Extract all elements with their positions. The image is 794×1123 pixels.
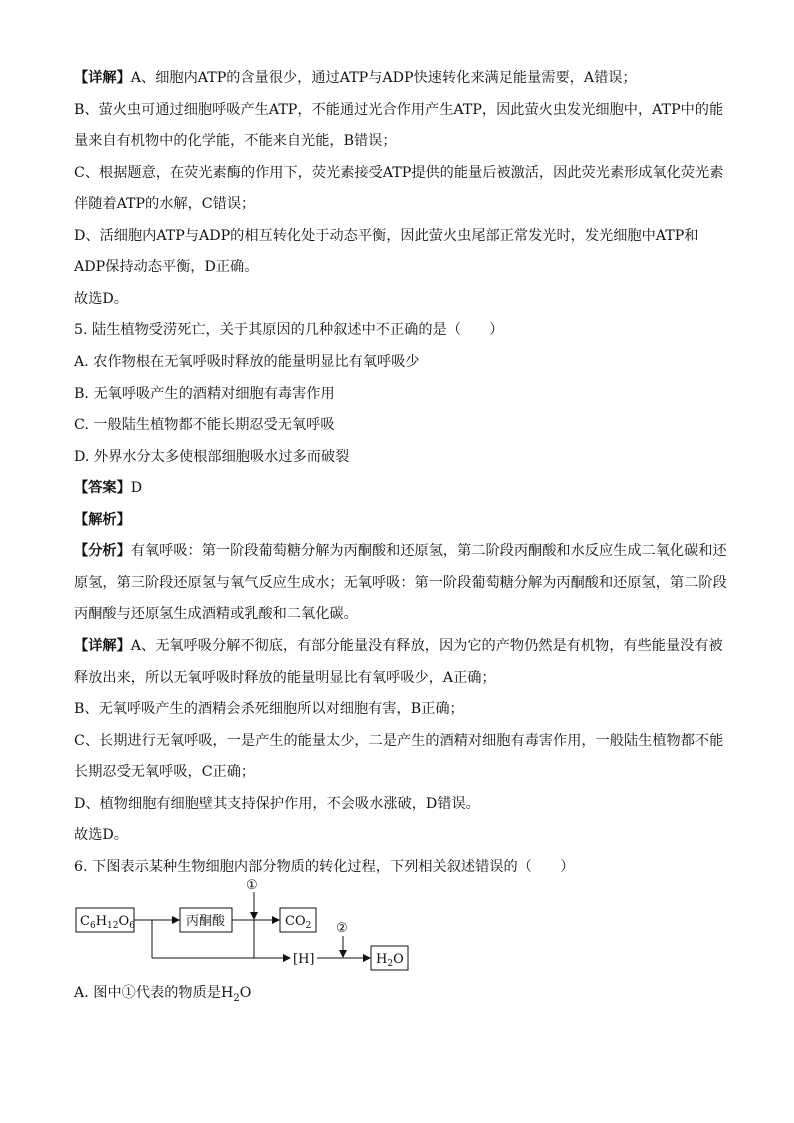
text-line bbox=[74, 668, 734, 688]
text-line bbox=[74, 415, 734, 435]
text-line bbox=[74, 68, 734, 88]
h-label: [H] bbox=[293, 952, 315, 967]
line-text: 原氢，第三阶段还原氢与氧气反应生成水；无氧呼吸：第一阶段葡萄糖分解为丙酮酸和还原氢，第二阶段 bbox=[74, 574, 727, 591]
text-line bbox=[74, 163, 734, 183]
line-text: 6. 下图表示某种生物细胞内部分物质的转化过程，下列相关叙述错误的（ ） bbox=[74, 858, 575, 875]
line-text: A. 农作物根在无氧呼吸时释放的能量明显比有氧呼吸少 bbox=[74, 353, 420, 370]
text-line bbox=[74, 131, 734, 151]
line-text: B、萤火虫可通过细胞呼吸产生ATP，不能通过光合作用产生ATP，因此萤火虫发光细胞中，ATP中的能 bbox=[74, 101, 724, 118]
line-text: D、活细胞内ATP与ADP的相互转化处于动态平衡，因此萤火虫尾部正常发光时，发光细胞中ATP和 bbox=[74, 227, 699, 244]
text-line bbox=[74, 320, 734, 340]
line-text: D、植物细胞有细胞壁其支持保护作用，不会吸水涨破，D错误。 bbox=[74, 795, 480, 812]
line-text: 量来自有机物中的化学能，不能来自光能，B错误； bbox=[74, 133, 397, 150]
marker-1: ① bbox=[246, 878, 258, 893]
text-line bbox=[74, 825, 734, 845]
glucose-label: $C_6H_{12}O_6$ bbox=[80, 914, 135, 931]
text-line bbox=[74, 731, 734, 751]
line-text: 丙酮酸与还原氢生成酒精或乳酸和二氧化碳。 bbox=[74, 606, 358, 623]
line-text: D. 外界水分太多使根部细胞吸水过多而破裂 bbox=[74, 448, 350, 465]
line-text: 长期忍受无氧呼吸，C正确； bbox=[74, 764, 256, 781]
text-line bbox=[74, 194, 734, 214]
marker-2: ② bbox=[336, 921, 348, 936]
section-lead: 【详解】 bbox=[74, 70, 131, 86]
text-line bbox=[74, 762, 734, 782]
text-line bbox=[74, 226, 734, 246]
line-text: B、无氧呼吸产生的酒精会杀死细胞所以对细胞有害，B正确； bbox=[74, 701, 464, 717]
co2-label: $CO_2$ bbox=[285, 914, 312, 931]
line-text: 故选D。 bbox=[74, 290, 128, 307]
text-line bbox=[74, 794, 734, 814]
text-line bbox=[74, 289, 734, 309]
metabolism-diagram bbox=[74, 874, 434, 974]
line-text: 故选D。 bbox=[74, 827, 128, 844]
line-text: D bbox=[130, 480, 143, 497]
line-text: ADP保持动态平衡，D正确。 bbox=[74, 259, 259, 276]
line-text: 5. 陆生植物受涝死亡，关于其原因的几种叙述中不正确的是（ ） bbox=[74, 322, 504, 339]
section-lead: 【答案】 bbox=[74, 480, 131, 497]
line-text: A、细胞内ATP的含量很少，通过ATP与ADP快速转化来满足能量需要，A错误； bbox=[130, 70, 637, 86]
text-line bbox=[74, 541, 734, 561]
section-lead: 【分析】 bbox=[74, 543, 131, 560]
text-line bbox=[74, 100, 734, 120]
text-line bbox=[74, 636, 734, 656]
line-text: 有氧呼吸：第一阶段葡萄糖分解为丙酮酸和还原氢，第二阶段丙酮酸和水反应生成二氧化碳和还 bbox=[130, 543, 727, 560]
section-lead: 【详解】 bbox=[74, 637, 131, 654]
text-line bbox=[74, 699, 734, 719]
text-line bbox=[74, 384, 734, 404]
text-line bbox=[74, 604, 734, 624]
line-text: C. 一般陆生植物都不能长期忍受无氧呼吸 bbox=[74, 417, 335, 434]
text-line bbox=[74, 510, 734, 530]
line-text: 伴随着ATP的水解，C错误； bbox=[74, 196, 256, 213]
line-text: 释放出来，所以无氧呼吸时释放的能量明显比有氧呼吸少，A正确； bbox=[74, 669, 496, 686]
text-line bbox=[74, 257, 734, 277]
diagram-svg bbox=[74, 874, 434, 974]
line-text: C、长期进行无氧呼吸，一是产生的能量太少，二是产生的酒精对细胞有毒害作用，一般陆生植物都不能 bbox=[74, 732, 724, 749]
text-line bbox=[74, 478, 734, 498]
pyruvate-label: 丙酮酸 bbox=[186, 914, 226, 929]
section-lead: 【解析】 bbox=[74, 511, 131, 528]
line-text: A、无氧呼吸分解不彻底，有部分能量没有释放，因为它的产物仍然是有机物，有些能量没有被 bbox=[130, 637, 723, 654]
line-text: B. 无氧呼吸产生的酒精对细胞有毒害作用 bbox=[74, 385, 335, 402]
line-text: C、根据题意，在荧光素酶的作用下，荧光素接受ATP提供的能量后被激活，因此荧光素形成氧化荧光素 bbox=[74, 164, 724, 181]
option-a-line: A. 图中①代表的物质是$H_2O$ bbox=[74, 985, 252, 1004]
text-line bbox=[74, 573, 734, 593]
text-line bbox=[74, 352, 734, 372]
h2o-label: $H_2O$ bbox=[376, 952, 404, 969]
text-line bbox=[74, 447, 734, 467]
